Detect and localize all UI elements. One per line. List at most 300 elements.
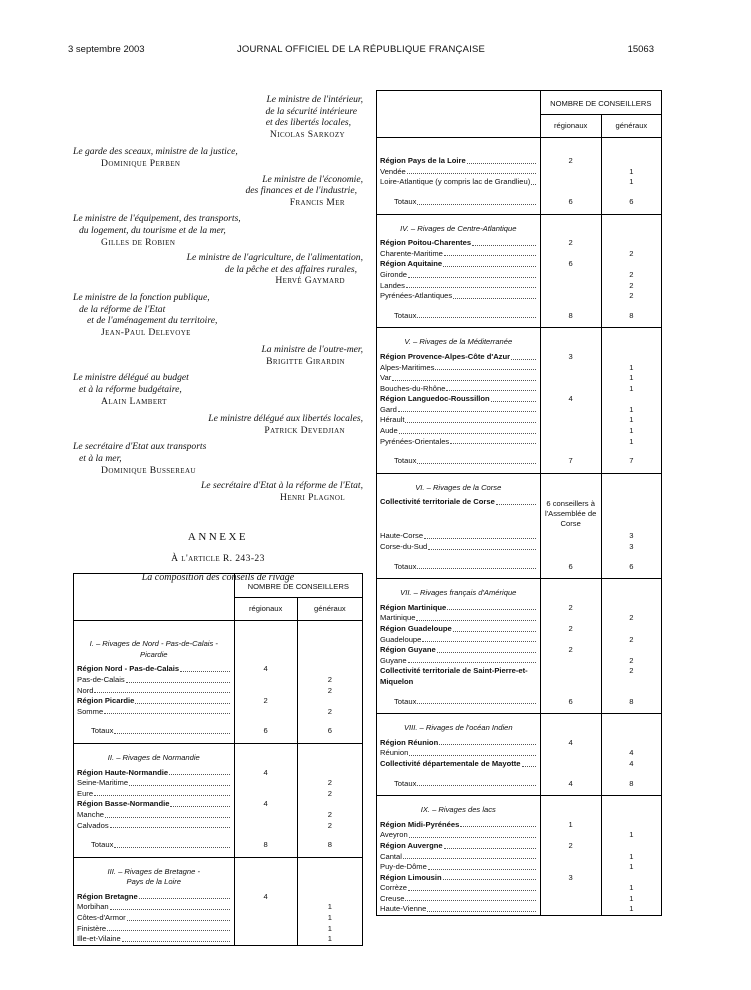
table-row — [377, 281, 662, 292]
table-row — [377, 542, 662, 553]
table-row — [377, 415, 662, 426]
row-label: Pyrénées-Orientales — [380, 436, 450, 446]
generaux-value: 8 — [297, 831, 362, 857]
generaux-value: 1 — [629, 177, 634, 187]
row-label-cell — [74, 831, 235, 857]
signature-role-line: de la sécurité intérieure — [265, 105, 357, 117]
regionaux-value: 2 — [540, 138, 601, 167]
generaux-value: 8 — [601, 302, 661, 328]
row-label: Nord — [77, 685, 94, 695]
generaux-value: 1 — [629, 426, 634, 436]
signature-block — [73, 441, 363, 476]
dot-leader — [105, 810, 230, 818]
regionaux-value: 2 — [540, 603, 601, 614]
signature-role-line: Le ministre délégué aux libertés locales, — [208, 413, 363, 425]
dot-leader — [427, 904, 535, 912]
table-row — [74, 857, 363, 892]
header-generaux: généraux — [297, 597, 362, 621]
row-label: Région Limousin — [380, 872, 442, 882]
regionaux-value — [540, 894, 601, 905]
header-group-label: NOMBRE DE CONSEILLERS — [540, 91, 661, 115]
generaux-value: 3 — [629, 542, 634, 552]
row-label: Région Provence-Alpes-Côte d'Azur — [380, 351, 511, 361]
regionaux-value — [540, 281, 601, 292]
table-row — [377, 447, 662, 473]
header-generaux: généraux — [601, 114, 661, 138]
generaux-value — [601, 328, 661, 352]
dot-leader — [399, 426, 536, 434]
dot-leader — [405, 415, 535, 423]
generaux-value — [601, 820, 661, 831]
row-label-cell — [377, 437, 541, 448]
row-label: Eure — [77, 788, 94, 798]
row-label: Totaux — [394, 561, 417, 571]
table-row — [377, 748, 662, 759]
dot-leader — [409, 748, 535, 756]
table-row — [74, 707, 363, 718]
row-label: Aude — [380, 426, 398, 436]
row-label-cell — [74, 664, 235, 675]
regionaux-value — [540, 415, 601, 426]
table-row — [377, 883, 662, 894]
regionaux-value — [540, 830, 601, 841]
row-label-cell — [377, 177, 541, 188]
row-label-cell — [74, 934, 235, 945]
signature-block — [73, 252, 363, 287]
generaux-value: 6 — [601, 553, 661, 579]
dot-leader — [453, 624, 536, 632]
row-label-cell — [377, 405, 541, 416]
dot-leader — [417, 779, 535, 787]
table-row — [377, 138, 662, 167]
row-label-cell — [74, 621, 235, 665]
regionaux-value — [540, 862, 601, 873]
table-row — [377, 270, 662, 281]
generaux-value: 1 — [629, 373, 634, 383]
row-label-cell — [377, 363, 541, 374]
dot-leader — [392, 373, 535, 381]
regionaux-value — [234, 686, 297, 697]
generaux-value: 4 — [629, 748, 634, 758]
generaux-value — [601, 873, 661, 884]
generaux-value: 1 — [327, 913, 332, 923]
generaux-value: 2 — [327, 685, 332, 695]
table-row — [74, 717, 363, 743]
table-row — [377, 904, 662, 915]
row-label-cell — [377, 759, 541, 770]
generaux-value: 1 — [629, 166, 634, 176]
dot-leader — [110, 902, 230, 910]
table-row — [74, 789, 363, 800]
table-row — [377, 603, 662, 614]
row-label-cell — [377, 624, 541, 635]
generaux-value: 2 — [327, 788, 332, 798]
dot-leader — [122, 934, 230, 942]
signature-block — [73, 174, 363, 209]
generaux-value: 7 — [601, 447, 661, 473]
header-blank — [377, 91, 541, 138]
regionaux-value — [540, 635, 601, 646]
header-date: 3 septembre 2003 — [68, 44, 145, 55]
generaux-value — [297, 857, 362, 892]
row-label: Seine-Maritime — [77, 778, 129, 788]
row-label-cell — [377, 770, 541, 796]
table-row — [377, 188, 662, 214]
row-label: Région Midi-Pyrénées — [380, 819, 460, 829]
generaux-value: 8 — [601, 688, 661, 714]
row-label-cell — [377, 270, 541, 281]
regionaux-value — [234, 902, 297, 913]
row-label: Collectivité départementale de Mayotte — [380, 758, 521, 768]
regionaux-value: 6 — [234, 717, 297, 743]
table-row — [377, 238, 662, 249]
generaux-value — [297, 696, 362, 707]
row-label: Guadeloupe — [380, 634, 422, 644]
dot-leader — [129, 778, 229, 786]
dot-leader — [439, 738, 535, 746]
generaux-value: 1 — [629, 362, 634, 372]
row-label-cell — [377, 281, 541, 292]
dot-leader — [406, 281, 536, 289]
table-row — [377, 531, 662, 542]
table-row — [377, 302, 662, 328]
table-row — [377, 894, 662, 905]
row-label-cell — [377, 862, 541, 873]
table-row — [377, 830, 662, 841]
row-label: Charente-Maritime — [380, 248, 443, 258]
row-label: Région Auvergne — [380, 840, 443, 850]
row-label: Creuse — [380, 893, 405, 903]
table-row — [377, 613, 662, 624]
table-row — [377, 328, 662, 352]
dot-leader — [403, 852, 536, 860]
row-label: Ille-et-Vilaine — [77, 934, 121, 944]
row-label: Région Réunion — [380, 737, 439, 747]
table-row — [74, 675, 363, 686]
signature-role-line: Le secrétaire d'Etat aux transports — [73, 441, 207, 453]
signature-role-line: et de l'aménagement du territoire, — [87, 315, 218, 327]
regionaux-value: 4 — [234, 799, 297, 810]
row-label-cell — [377, 553, 541, 579]
signature-role-line: Le ministre de l'équipement, des transports, — [73, 213, 241, 225]
row-label: Totaux — [394, 310, 417, 320]
regionaux-value — [540, 473, 601, 497]
table-row — [377, 473, 662, 497]
table-row — [74, 696, 363, 707]
table-row — [377, 873, 662, 884]
dot-leader — [472, 238, 535, 246]
dot-leader — [443, 259, 535, 267]
regionaux-value — [234, 924, 297, 935]
section-title: V. – Rivages de la Méditerranée — [404, 337, 513, 347]
row-label: Finistère — [77, 923, 107, 933]
regionaux-value — [234, 913, 297, 924]
regionaux-value — [540, 904, 601, 915]
row-label: Aveyron — [380, 830, 408, 840]
regionaux-value: 4 — [234, 768, 297, 779]
dot-leader — [417, 697, 535, 705]
regionaux-value — [234, 857, 297, 892]
row-label: Guyane — [380, 655, 407, 665]
regionaux-value: 2 — [234, 696, 297, 707]
generaux-value — [601, 624, 661, 635]
row-label: Somme — [77, 706, 104, 716]
generaux-value: 6 — [601, 188, 661, 214]
row-label-cell — [377, 820, 541, 831]
dot-leader — [417, 562, 535, 570]
row-label-cell — [377, 542, 541, 553]
generaux-value: 3 — [629, 531, 634, 541]
signature-block — [73, 413, 363, 436]
signature-role-line: La ministre de l'outre-mer, — [261, 344, 363, 356]
row-label-cell — [377, 688, 541, 714]
table-row — [377, 738, 662, 749]
regionaux-value — [540, 373, 601, 384]
dot-leader — [94, 686, 229, 694]
row-label-cell — [74, 924, 235, 935]
generaux-value: 1 — [629, 830, 634, 840]
table-row — [74, 810, 363, 821]
table-row — [377, 405, 662, 416]
row-label-cell — [74, 902, 235, 913]
dot-leader — [446, 384, 535, 392]
row-label-cell — [377, 426, 541, 437]
signature-block — [73, 372, 363, 407]
signature-role-line: Le ministre délégué au budget — [73, 372, 189, 384]
dot-leader — [114, 840, 229, 848]
generaux-value — [297, 664, 362, 675]
header-page-number: 15063 — [627, 44, 654, 55]
dot-leader — [409, 830, 536, 838]
regionaux-value — [540, 249, 601, 260]
regionaux-value — [234, 821, 297, 832]
row-label: Martinique — [380, 613, 416, 623]
signatory-name: Patrick Devedjian — [264, 424, 345, 436]
signature-block — [73, 480, 363, 503]
generaux-value — [601, 473, 661, 497]
table-row — [74, 892, 363, 903]
table-row — [377, 852, 662, 863]
header-regionaux: régionaux — [540, 114, 601, 138]
table-row — [377, 291, 662, 302]
row-label-cell — [74, 913, 235, 924]
row-label: Gironde — [380, 269, 408, 279]
table-row — [377, 759, 662, 770]
row-label-cell — [74, 768, 235, 779]
row-label: Région Bretagne — [77, 891, 138, 901]
table-row — [377, 167, 662, 178]
regionaux-value: 2 — [540, 645, 601, 656]
table-row — [377, 426, 662, 437]
row-label: Totaux — [394, 696, 417, 706]
header-group-label: NOMBRE DE CONSEILLERS — [234, 574, 362, 598]
signature-role-line: Le ministre de la fonction publique, — [73, 291, 210, 303]
dot-leader — [104, 707, 229, 715]
row-label: Pyrénées-Atlantiques — [380, 291, 453, 301]
row-label: Collectivité territoriale de Corse — [380, 497, 495, 507]
row-label-cell — [377, 302, 541, 328]
row-label: Région Nord - Pas-de-Calais — [77, 664, 180, 674]
table-row — [377, 553, 662, 579]
row-label: Pas-de-Calais — [77, 674, 125, 684]
row-label-cell — [74, 717, 235, 743]
generaux-value: 2 — [629, 280, 634, 290]
signature-role-line: Le secrétaire d'Etat à la réforme de l'Etat, — [200, 480, 363, 492]
dot-leader — [422, 635, 535, 643]
row-label-cell — [377, 656, 541, 667]
table-row — [377, 624, 662, 635]
generaux-value: 4 — [629, 758, 634, 768]
row-label: Totaux — [91, 840, 114, 850]
row-label: Alpes-Maritimes — [380, 362, 435, 372]
dot-leader — [408, 656, 536, 664]
row-label-cell — [377, 873, 541, 884]
row-label: Cantal — [380, 851, 402, 861]
table-row — [377, 796, 662, 820]
annexe-article: À l'article R. 243-23 — [171, 553, 265, 565]
dot-leader — [407, 167, 536, 175]
dot-leader — [417, 456, 535, 464]
generaux-value: 6 — [297, 717, 362, 743]
regionaux-value — [540, 656, 601, 667]
header-blank — [74, 574, 235, 621]
table-row — [377, 497, 662, 531]
row-label-cell — [377, 894, 541, 905]
dot-leader — [435, 363, 535, 371]
regionaux-value: 4 — [234, 892, 297, 903]
generaux-value — [601, 714, 661, 738]
table-row — [74, 934, 363, 945]
signatory-name: Hervé Gaymard — [275, 275, 345, 287]
row-label: Région Poitou-Charentes — [380, 238, 472, 248]
row-label-cell — [74, 707, 235, 718]
signature-role-line: et des libertés locales, — [265, 117, 351, 129]
signatory-name: Dominique Bussereau — [101, 464, 196, 476]
row-label: Région Basse-Normandie — [77, 799, 170, 809]
row-label-cell — [377, 138, 541, 167]
generaux-value: 1 — [327, 923, 332, 933]
regionaux-value: 3 — [540, 873, 601, 884]
dot-leader — [453, 291, 535, 299]
regionaux-value — [540, 759, 601, 770]
table-row — [377, 645, 662, 656]
row-label-cell — [377, 883, 541, 894]
generaux-value: 2 — [327, 778, 332, 788]
regionaux-value — [540, 291, 601, 302]
table-row — [74, 902, 363, 913]
signature-role-line: de la pêche et des affaires rurales, — [224, 263, 357, 275]
generaux-value: 2 — [629, 613, 634, 623]
section-title: II. – Rivages de Normandie — [107, 752, 200, 762]
dot-leader — [450, 437, 535, 445]
generaux-value — [601, 738, 661, 749]
row-label-cell — [377, 291, 541, 302]
signature-role-line: et à la réforme budgétaire, — [79, 384, 182, 396]
signatory-name: Brigitte Girardin — [266, 355, 345, 367]
table-row — [377, 363, 662, 374]
regionaux-value — [540, 796, 601, 820]
row-label-cell — [377, 259, 541, 270]
section-title: IV. – Rivages de Centre-Atlantique — [400, 223, 517, 233]
signature-role-line: des finances et de l'industrie, — [245, 185, 357, 197]
row-label-cell — [377, 841, 541, 852]
row-label: Hérault — [380, 415, 405, 425]
row-label-cell — [74, 857, 235, 892]
row-label-cell — [74, 799, 235, 810]
regionaux-value — [540, 613, 601, 624]
regionaux-value: 3 — [540, 352, 601, 363]
row-label: Morbihan — [77, 902, 109, 912]
dot-leader — [405, 894, 535, 902]
table-row — [74, 621, 363, 665]
dot-leader — [417, 197, 535, 205]
row-label: Loire-Atlantique (y compris lac de Grandlieu) — [380, 177, 531, 187]
regionaux-value: 6 — [540, 553, 601, 579]
row-label-cell — [377, 738, 541, 749]
row-label-cell — [377, 579, 541, 603]
generaux-value: 1 — [327, 934, 332, 944]
generaux-value: 2 — [327, 706, 332, 716]
table-row — [377, 820, 662, 831]
signature-role-line: Le ministre de l'économie, — [262, 173, 363, 185]
row-label-cell — [377, 852, 541, 863]
section-title: Picardie — [140, 649, 168, 659]
row-label-cell — [377, 447, 541, 473]
dot-leader — [417, 311, 535, 319]
row-label: Bouches-du-Rhône — [380, 383, 446, 393]
row-label-cell — [74, 686, 235, 697]
dot-leader — [428, 542, 535, 550]
dot-leader — [107, 924, 229, 932]
row-label-cell — [377, 328, 541, 352]
dot-leader — [460, 820, 535, 828]
row-label: Région Aquitaine — [380, 259, 443, 269]
dot-leader — [408, 883, 536, 891]
row-label-cell — [74, 696, 235, 707]
regionaux-value: 6 conseillers à l'Assemblée de Corse — [540, 497, 601, 531]
regionaux-value — [540, 883, 601, 894]
signatory-name: Henri Plagnol — [280, 491, 345, 503]
table-row — [74, 686, 363, 697]
row-label-cell — [377, 904, 541, 915]
regionaux-value: 2 — [540, 624, 601, 635]
row-label: Région Pays de la Loire — [380, 156, 466, 166]
regionaux-value — [234, 789, 297, 800]
row-label-cell — [74, 810, 235, 821]
row-label: Région Haute-Normandie — [77, 767, 169, 777]
row-label-cell — [377, 531, 541, 542]
row-label-cell — [377, 645, 541, 656]
row-label: Côtes-d'Armor — [77, 913, 126, 923]
row-label-cell — [377, 603, 541, 614]
generaux-value: 1 — [629, 883, 634, 893]
table-row — [377, 373, 662, 384]
row-label-cell — [74, 778, 235, 789]
row-label: Calvados — [77, 820, 109, 830]
signature-role-line: Le garde des sceaux, ministre de la justice, — [73, 146, 238, 158]
annexe-title: ANNEXE — [187, 531, 249, 544]
row-label: Haute-Vienne — [380, 904, 427, 914]
dot-leader — [437, 645, 536, 653]
generaux-value: 1 — [629, 383, 634, 393]
dot-leader — [424, 531, 536, 539]
regionaux-value — [234, 934, 297, 945]
row-label-cell — [377, 748, 541, 759]
regionaux-value — [540, 579, 601, 603]
regionaux-value: 8 — [234, 831, 297, 857]
row-label: Totaux — [91, 726, 114, 736]
row-label: Landes — [380, 280, 405, 290]
